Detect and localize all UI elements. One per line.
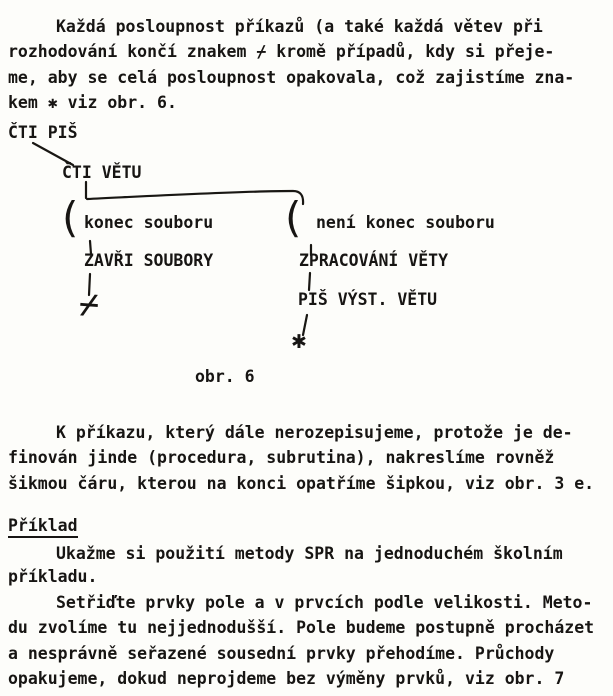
figure-caption: obr. 6 bbox=[195, 367, 255, 386]
right-branch-paren: ( bbox=[285, 193, 302, 242]
node-close-files: ZAVŘI SOUBORY bbox=[84, 251, 214, 270]
text-line: Setřiďte prvky pole a v prvcích podle velikosti. Meto- bbox=[56, 593, 593, 612]
right-branch-line-1 bbox=[309, 273, 310, 290]
node-read-sentence: ČTI VĚTU bbox=[62, 163, 142, 182]
text-line: opakujeme, dokud neprojdeme bez výměny prvků, viz obr. 7 bbox=[8, 669, 565, 689]
end-of-sequence-icon: ⌿ bbox=[78, 287, 100, 324]
text-line: K příkazu, který dále nerozepisujeme, protože je de- bbox=[56, 423, 573, 442]
repeat-star-icon: ✱ bbox=[291, 331, 307, 353]
text-line: Každá posloupnost příkazů (a také každá větev při bbox=[56, 17, 543, 36]
paragraph-4 bbox=[8, 590, 613, 692]
text-line: du zvolíme tu nejjednodušší. Pole budeme postupně procházet bbox=[8, 618, 595, 638]
paragraph-3 bbox=[8, 542, 613, 588]
condition-end-of-file: konec souboru bbox=[84, 213, 214, 232]
paragraph-2 bbox=[8, 420, 613, 496]
left-branch-paren: ( bbox=[62, 193, 79, 242]
text-line: kem ✱ viz obr. 6. bbox=[8, 93, 177, 113]
section-heading-priklad: Příklad bbox=[8, 516, 78, 538]
node-root: ČTI PIŠ bbox=[8, 123, 78, 142]
text-line: finován jinde (procedura, subrutina), nakreslíme rovněž bbox=[8, 448, 555, 468]
node-write-output-sentence: PIŠ VÝST. VĚTU bbox=[298, 290, 438, 309]
text-line: Ukažme si použití metody SPR na jednoduchém školním bbox=[56, 544, 563, 563]
text-line: rozhodování končí znakem ⌿ kromě případů, kdy si přeje- bbox=[8, 42, 555, 62]
node-process-sentence: ZPRACOVÁNÍ VĚTY bbox=[299, 251, 449, 270]
paragraph-1 bbox=[8, 14, 613, 116]
refinement-diagonal-line bbox=[33, 143, 73, 165]
text-line: příkladu. bbox=[8, 567, 98, 586]
condition-not-end-of-file: není konec souboru bbox=[316, 213, 495, 232]
text-line: a nesprávně seřazené sousední prvky přehodíme. Průchody bbox=[8, 643, 555, 663]
text-line: šikmou čáru, kterou na konci opatříme šipkou, viz obr. 3 e. bbox=[8, 473, 595, 493]
text-line: me, aby se celá posloupnost opakovala, což zajistíme zna- bbox=[8, 67, 575, 87]
branch-horizontal-line bbox=[87, 191, 303, 204]
